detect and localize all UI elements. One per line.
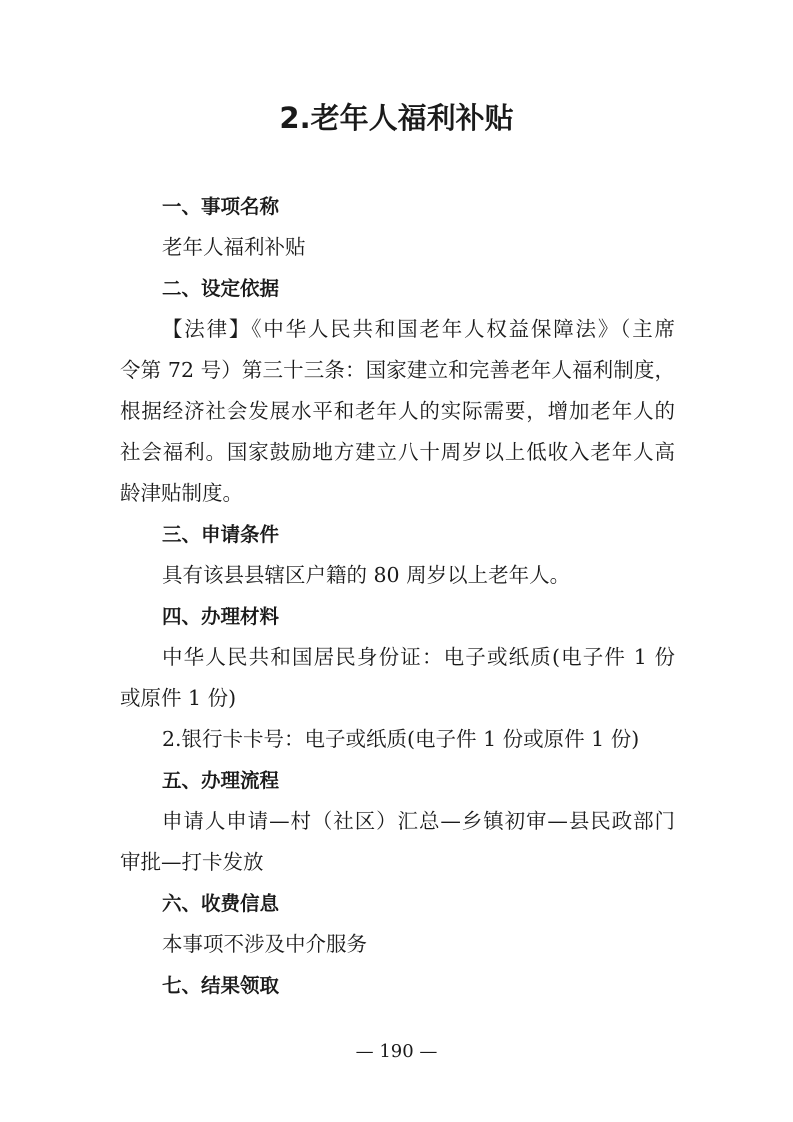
document-body: [120, 186, 675, 1006]
paragraph-legal-basis-line-1: 【法律】《中华人民共和国老年人权益保障法》（主席: [162, 317, 675, 341]
section-heading-materials: 四、办理材料: [162, 605, 280, 628]
paragraph-materials-line-2: 或原件 1 份): [120, 686, 237, 710]
section-heading-item-name: 一、事项名称: [162, 195, 280, 218]
paragraph-legal-basis-line-2: 令第 72 号）第三十三条：国家建立和完善老年人福利制度，: [120, 358, 675, 382]
paragraph-legal-basis-line-5: 龄津贴制度。: [120, 481, 243, 505]
page-title: 2.老年人福利补贴: [279, 101, 514, 135]
section-heading-legal-basis: 二、设定依据: [162, 277, 280, 300]
page-number: — 190 —: [355, 1041, 438, 1062]
section-heading-process: 五、办理流程: [162, 769, 280, 792]
paragraph-materials-line-1: 中华人民共和国居民身份证：电子或纸质(电子件 1 份: [162, 645, 675, 669]
section-heading-conditions: 三、申请条件: [162, 523, 280, 546]
paragraph-fees: 本事项不涉及中介服务: [162, 932, 367, 956]
paragraph-process-line-1: 申请人申请—村（社区）汇总—乡镇初审—县民政部门: [162, 809, 675, 833]
paragraph-item-name: 老年人福利补贴: [162, 235, 306, 259]
section-heading-fees: 六、收费信息: [162, 892, 280, 915]
section-heading-result: 七、结果领取: [162, 974, 280, 997]
paragraph-conditions: 具有该县县辖区户籍的 80 周岁以上老年人。: [162, 563, 571, 587]
paragraph-legal-basis-line-4: 社会福利。国家鼓励地方建立八十周岁以上低收入老年人高: [120, 440, 675, 464]
paragraph-legal-basis-line-3: 根据经济社会发展水平和老年人的实际需要，增加老年人的: [120, 399, 675, 423]
paragraph-process-line-2: 审批—打卡发放: [120, 850, 264, 874]
paragraph-materials-line-3: 2.银行卡卡号：电子或纸质(电子件 1 份或原件 1 份): [162, 727, 640, 751]
